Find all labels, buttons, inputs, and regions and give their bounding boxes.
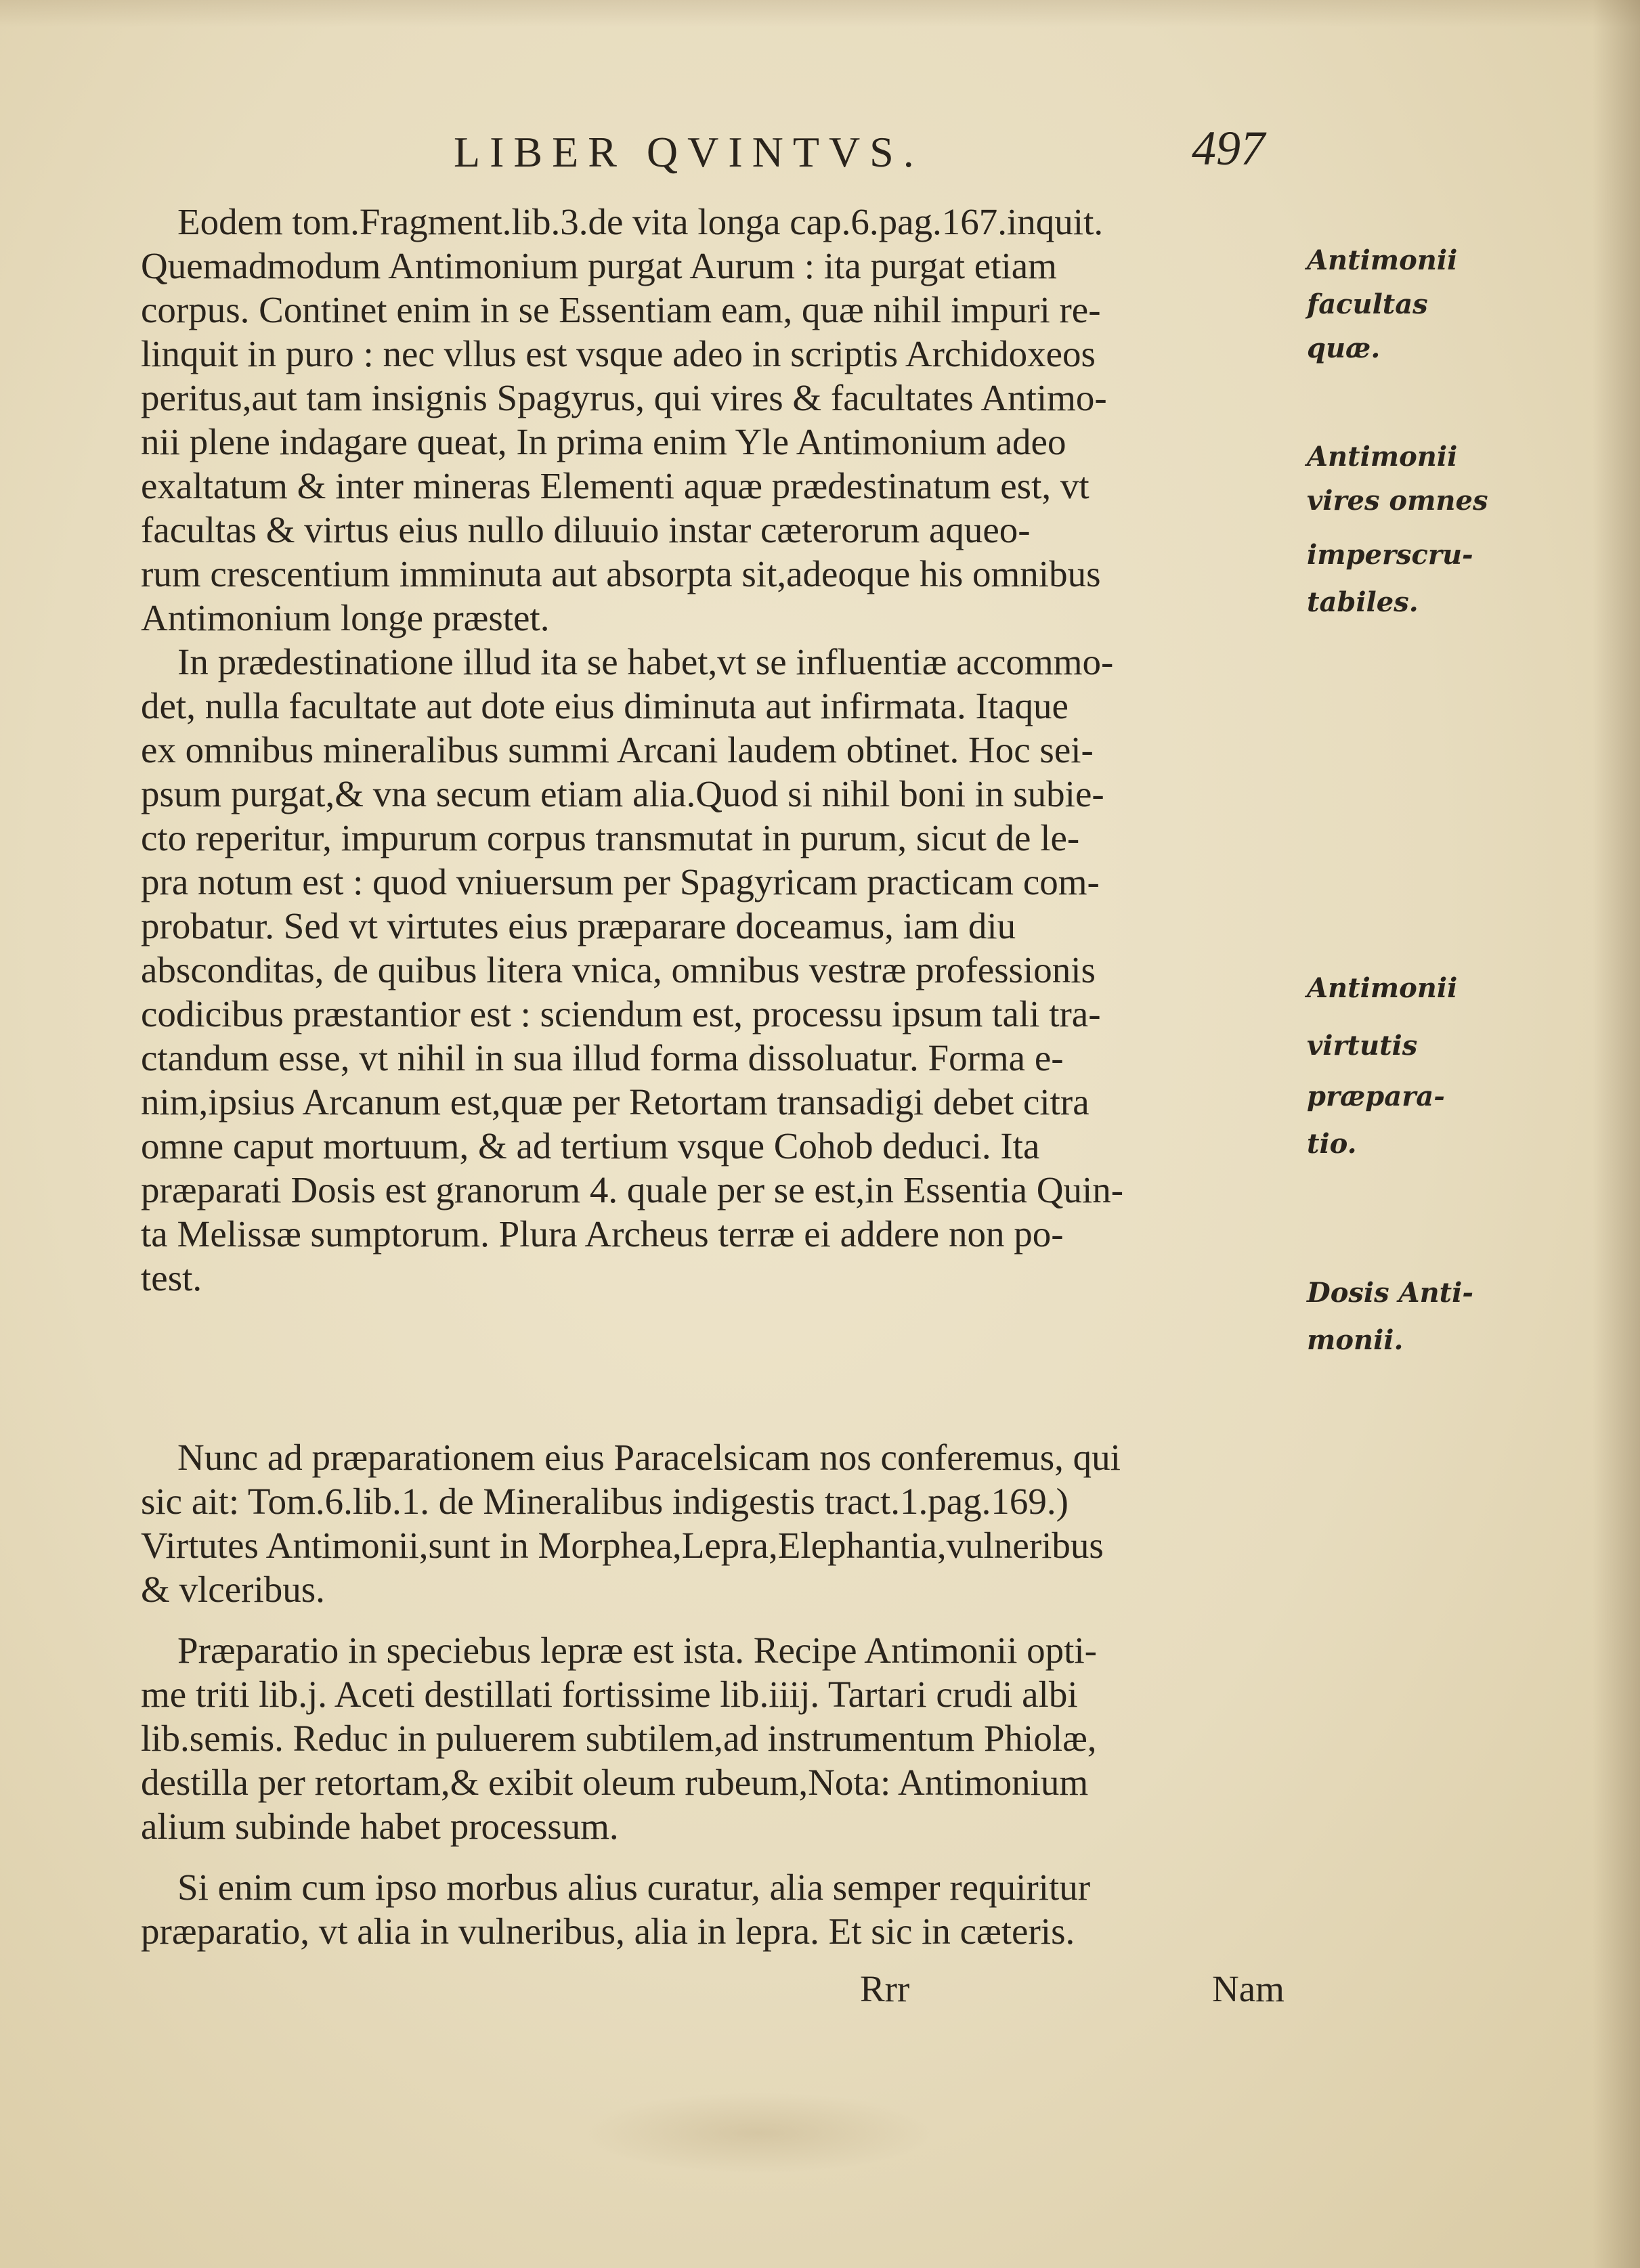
marginal-note: Antimonii xyxy=(1307,972,1458,1004)
text-line: Virtutes Antimonii,sunt in Morphea,Lepra,Elephantia,vulneribus xyxy=(141,1525,1104,1566)
marginal-note: Antimonii xyxy=(1307,441,1458,473)
text-line: corpus. Continet enim in se Essentiam eam, quæ nihil impuri re- xyxy=(141,289,1101,330)
marginal-note: facultas xyxy=(1307,288,1428,320)
text-line: exaltatum & inter mineras Elementi aquæ prædestinatum est, vt xyxy=(141,465,1089,506)
text-line: psum purgat,& vna secum etiam alia.Quod si nihil boni in subie- xyxy=(141,773,1104,814)
text-line: nii plene indagare queat, In prima enim Yle Antimonium adeo xyxy=(141,421,1066,462)
text-line: rum crescentium imminuta aut absorpta sit,adeoque his omnibus xyxy=(141,553,1101,594)
water-stain xyxy=(582,2092,934,2173)
marginal-note: quæ. xyxy=(1307,332,1381,364)
text-line: ta Melissæ sumptorum. Plura Archeus terræ ei addere non po- xyxy=(141,1213,1064,1255)
text-line: cto reperitur, impurum corpus transmutat in purum, sicut de le- xyxy=(141,817,1080,858)
text-line: test. xyxy=(141,1257,202,1299)
text-line: Præparatio in speciebus lepræ est ista. Recipe Antimonii opti- xyxy=(177,1630,1097,1671)
signature-mark: Rrr xyxy=(860,1968,910,2009)
text-line: me triti lib.j. Aceti destillati fortissime lib.iiij. Tartari crudi albi xyxy=(141,1674,1078,1715)
text-line: lib.semis. Reduc in puluerem subtilem,ad instrumentum Phiolæ, xyxy=(141,1718,1097,1759)
text-line: præparatio, vt alia in vulneribus, alia in lepra. Et sic in cæteris. xyxy=(141,1911,1075,1952)
text-line: ex omnibus mineralibus summi Arcani laudem obtinet. Hoc sei- xyxy=(141,729,1094,770)
catchword: Nam xyxy=(1212,1968,1285,2009)
text-line: Si enim cum ipso morbus alius curatur, alia semper requiritur xyxy=(177,1867,1091,1908)
text-line: Eodem tom.Fragment.lib.3.de vita longa cap.6.pag.167.inquit. xyxy=(177,201,1104,242)
text-line: det, nulla facultate aut dote eius diminuta aut infirmata. Itaque xyxy=(141,685,1069,726)
marginal-note: imperscru- xyxy=(1307,539,1473,571)
text-line: absconditas, de quibus litera vnica, omnibus vestræ professionis xyxy=(141,949,1096,990)
marginal-note: præpara- xyxy=(1307,1081,1445,1112)
text-line: destilla per retortam,& exibit oleum rubeum,Nota: Antimonium xyxy=(141,1762,1089,1803)
marginal-note: virtutis xyxy=(1307,1030,1418,1062)
text-line: omne caput mortuum, & ad tertium vsque Cohob deduci. Ita xyxy=(141,1125,1040,1166)
text-line: pra notum est : quod vniuersum per Spagyricam practicam com- xyxy=(141,861,1100,902)
running-head: LIBER QVINTVS. xyxy=(454,128,924,176)
marginal-note: tabiles. xyxy=(1307,586,1419,618)
marginal-note: monii. xyxy=(1307,1324,1404,1356)
text-line: ctandum esse, vt nihil in sua illud forma dissoluatur. Forma e- xyxy=(141,1037,1064,1078)
marginal-note: Antimonii xyxy=(1307,244,1458,276)
marginal-note: Dosis Anti- xyxy=(1307,1277,1473,1309)
text-line: alium subinde habet processum. xyxy=(141,1806,619,1847)
paper-stain-top xyxy=(0,0,1640,27)
text-line: Antimonium longe præstet. xyxy=(141,597,550,638)
text-line: facultas & virtus eius nullo diluuio instar cæterorum aqueo- xyxy=(141,509,1031,550)
text-line: præparati Dosis est granorum 4. quale per se est,in Essentia Quin- xyxy=(141,1169,1124,1211)
text-line: Quemadmodum Antimonium purgat Aurum : ita purgat etiam xyxy=(141,245,1057,286)
text-line: linquit in puro : nec vllus est vsque adeo in scriptis Archidoxeos xyxy=(141,333,1096,374)
text-line: Nunc ad præparationem eius Paracelsicam nos conferemus, qui xyxy=(177,1437,1121,1478)
page-edge-shadow xyxy=(1593,0,1640,2268)
text-line: peritus,aut tam insignis Spagyrus, qui vires & facultates Antimo- xyxy=(141,377,1107,418)
marginal-note: vires omnes xyxy=(1307,485,1488,517)
page-number: 497 xyxy=(1192,121,1265,175)
text-line: probatur. Sed vt virtutes eius præparare doceamus, iam diu xyxy=(141,905,1016,946)
text-line: & vlceribus. xyxy=(141,1569,325,1610)
text-line: nim,ipsius Arcanum est,quæ per Retortam transadigi debet citra xyxy=(141,1081,1089,1122)
text-line: In prædestinatione illud ita se habet,vt se influentiæ accommo- xyxy=(177,641,1114,682)
text-line: codicibus præstantior est : sciendum est, processu ipsum tali tra- xyxy=(141,993,1101,1034)
marginal-note: tio. xyxy=(1307,1128,1357,1160)
text-line: sic ait: Tom.6.lib.1. de Mineralibus indigestis tract.1.pag.169.) xyxy=(141,1481,1069,1522)
